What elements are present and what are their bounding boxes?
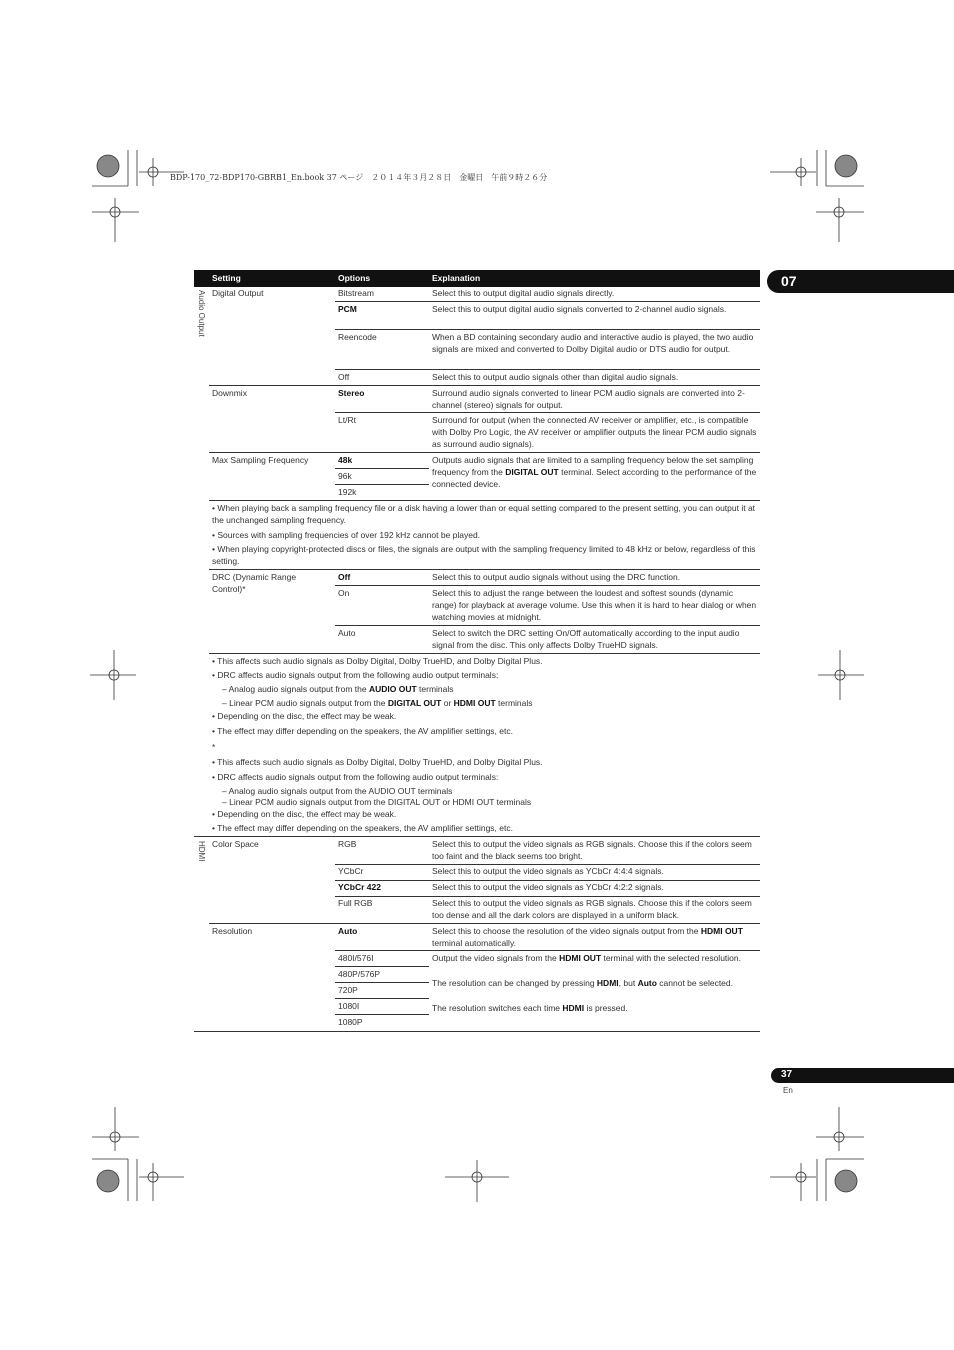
hdmi-button-term: HDMI bbox=[562, 1003, 585, 1013]
note-sampling-3: • When playing copyright-protected discs or files, the signals are output with the sampling frequency limited to 48 kHz or below, regardless of this setting. bbox=[212, 544, 756, 566]
divider bbox=[335, 301, 760, 302]
explanation-ycbcr-422: Select this to output the video signals as YCbCr 4:2:2 signals. bbox=[432, 882, 664, 892]
option-48k: 48k bbox=[338, 455, 353, 465]
text-span: or bbox=[441, 698, 454, 708]
divider bbox=[335, 468, 429, 469]
divider bbox=[209, 500, 760, 501]
note-sampling-1: • When playing back a sampling frequency file or a disk having a lower than or equal setting compared to the present setting, you can output it at the unchanged sampling frequency. bbox=[212, 503, 756, 525]
setting-max-sampling: Max Sampling Frequency bbox=[212, 455, 309, 465]
explanation-drc-off: Select this to output audio signals without using the DRC function. bbox=[432, 572, 681, 582]
digital-out-term: DIGITAL OUT bbox=[505, 467, 559, 477]
section-label-audio-output: Audio Output bbox=[197, 290, 206, 337]
hdmi-out-term: HDMI OUT bbox=[453, 698, 496, 708]
chapter-tab bbox=[767, 270, 954, 293]
note-star-5: • Depending on the disc, the effect may be weak. bbox=[212, 809, 397, 819]
registration-mark-icon bbox=[764, 1105, 874, 1205]
option-ltrt: Lt/Rt bbox=[338, 415, 356, 425]
note-drc-5: • Depending on the disc, the effect may be weak. bbox=[212, 711, 397, 721]
divider bbox=[194, 836, 760, 837]
option-bitstream: Bitstream bbox=[338, 288, 374, 298]
note-star-4: – Linear PCM audio signals output from the DIGITAL OUT or HDMI OUT terminals bbox=[222, 797, 532, 807]
hdmi-out-term: HDMI OUT bbox=[700, 926, 743, 936]
note-star-2: • DRC affects audio signals output from the following audio output terminals: bbox=[212, 772, 499, 782]
text-span: cannot be selected. bbox=[656, 978, 734, 988]
divider bbox=[335, 329, 760, 330]
divider bbox=[335, 1014, 429, 1015]
option-480p: 480P/576P bbox=[338, 969, 381, 979]
option-drc-off: Off bbox=[338, 572, 351, 582]
text-span: Outputs audio signals that are limited to a sampling frequency below the set sampling frequency from the bbox=[432, 455, 754, 477]
explanation-stereo: Surround audio signals converted to linear PCM audio signals are converted into 2-channel (stereo) signals for output. bbox=[432, 388, 745, 410]
text-span: – Linear PCM audio signals output from the bbox=[222, 698, 388, 708]
divider bbox=[335, 412, 760, 413]
divider bbox=[209, 452, 760, 453]
table-header bbox=[194, 270, 760, 287]
setting-resolution: Resolution bbox=[212, 926, 253, 936]
explanation-off: Select this to output audio signals other than digital audio signals. bbox=[432, 372, 679, 382]
header-setting: Setting bbox=[212, 273, 241, 283]
text-span: terminal. Select according to the performance of the connected device. bbox=[432, 467, 757, 489]
option-96k: 96k bbox=[338, 471, 352, 481]
note-star-6: • The effect may differ depending on the speakers, the AV amplifier settings, etc. bbox=[212, 823, 513, 833]
header-explanation: Explanation bbox=[432, 273, 481, 283]
setting-color-space: Color Space bbox=[212, 839, 259, 849]
explanation-max-sampling bbox=[432, 454, 758, 490]
note-drc-4 bbox=[222, 697, 774, 709]
chapter-number: 07 bbox=[781, 273, 797, 289]
text-span: – Analog audio signals output from the bbox=[222, 684, 369, 694]
explanation-resolution-1 bbox=[432, 952, 758, 964]
registration-mark-icon bbox=[443, 1160, 513, 1204]
explanation-bitstream: Select this to output digital audio signals directly. bbox=[432, 288, 615, 298]
explanation-resolution-3 bbox=[432, 1002, 758, 1014]
registration-mark-icon bbox=[816, 650, 866, 700]
divider bbox=[209, 385, 760, 386]
table-bottom-rule bbox=[194, 1031, 760, 1032]
option-drc-on: On bbox=[338, 588, 350, 598]
divider bbox=[335, 625, 760, 626]
explanation-reencode: When a BD containing secondary audio and interactive audio is played, the two audio signals are mixed and converted to Dolby Digital audio or DTS audio for output. bbox=[432, 332, 754, 354]
divider bbox=[209, 569, 760, 570]
divider bbox=[335, 950, 760, 951]
option-1080i: 1080I bbox=[338, 1001, 360, 1011]
explanation-drc-auto: Select to switch the DRC setting On/Off automatically according to the input audio signal from the disc. This only affects Dolby TrueHD signals. bbox=[432, 628, 740, 650]
text-span: Select this to choose the resolution of the video signals output from the bbox=[432, 926, 701, 936]
registration-mark-icon bbox=[84, 140, 194, 250]
text-span: , but bbox=[618, 978, 638, 988]
note-drc-6: • The effect may differ depending on the speakers, the AV amplifier settings, etc. bbox=[212, 726, 513, 736]
divider bbox=[209, 653, 760, 654]
text-span: terminals bbox=[416, 684, 454, 694]
text-span: Output the video signals from the bbox=[432, 953, 560, 963]
page-number: 37 bbox=[781, 1069, 793, 1080]
option-rgb: RGB bbox=[338, 839, 357, 849]
language-label: En bbox=[783, 1086, 793, 1095]
option-reencode: Reencode bbox=[338, 332, 377, 342]
audio-out-term: AUDIO OUT bbox=[368, 684, 417, 694]
divider bbox=[209, 923, 760, 924]
option-off: Off bbox=[338, 372, 350, 382]
divider bbox=[335, 369, 760, 370]
digital-out-term: DIGITAL OUT bbox=[387, 698, 442, 708]
option-480i: 480I/576I bbox=[338, 953, 374, 963]
note-star-3: – Analog audio signals output from the AUDIO OUT terminals bbox=[222, 786, 453, 796]
option-720p: 720P bbox=[338, 985, 358, 995]
option-full-rgb: Full RGB bbox=[338, 898, 373, 908]
option-1080p: 1080P bbox=[338, 1017, 363, 1027]
option-stereo: Stereo bbox=[338, 388, 365, 398]
text-span: The resolution can be changed by pressing bbox=[432, 978, 597, 988]
note-drc-3 bbox=[222, 683, 774, 695]
option-drc-auto: Auto bbox=[338, 628, 356, 638]
divider bbox=[335, 966, 429, 967]
divider bbox=[335, 998, 429, 999]
hdmi-out-term: HDMI OUT bbox=[559, 953, 602, 963]
explanation-ltrt: Surround for output (when the connected AV receiver or amplifier, etc., is compatible with Dolby Pro Logic, the AV receiver or amplifier outputs the linear PCM audio signals as surround audio signals). bbox=[432, 415, 757, 449]
text-span: terminal automatically. bbox=[432, 938, 516, 948]
text-span: terminals bbox=[495, 698, 533, 708]
hdmi-button-term: HDMI bbox=[596, 978, 619, 988]
setting-drc: DRC (Dynamic Range Control)* bbox=[212, 572, 297, 594]
option-auto: Auto bbox=[338, 926, 358, 936]
header-options: Options bbox=[338, 273, 371, 283]
page-number-tab bbox=[771, 1068, 954, 1083]
note-star-1: • This affects such audio signals as Dolby Digital, Dolby TrueHD, and Dolby Digital Plus. bbox=[212, 757, 543, 767]
explanation-drc-on: Select this to adjust the range between the loudest and softest sounds (dynamic range) for playback at average volume. Use this when it is hard to hear dialog or when watching movies at midnight. bbox=[432, 588, 757, 622]
option-pcm: PCM bbox=[338, 304, 357, 314]
registration-mark-icon bbox=[88, 650, 138, 700]
explanation-rgb: Select this to output the video signals as RGB signals. Choose this if the colors seem too faint and the black seems too bright. bbox=[432, 839, 752, 861]
setting-digital-output: Digital Output bbox=[212, 288, 264, 298]
note-sampling-2: • Sources with sampling frequencies of over 192 kHz cannot be played. bbox=[212, 530, 481, 540]
explanation-pcm: Select this to output digital audio signals converted to 2-channel audio signals. bbox=[432, 304, 727, 314]
note-drc-1: • This affects such audio signals as Dolby Digital, Dolby TrueHD, and Dolby Digital Plus. bbox=[212, 656, 543, 666]
text-span: terminal with the selected resolution. bbox=[601, 953, 741, 963]
divider bbox=[335, 585, 760, 586]
section-label-hdmi: HDMI bbox=[197, 841, 206, 862]
note-drc-2: • DRC affects audio signals output from the following audio output terminals: bbox=[212, 670, 499, 680]
registration-mark-icon bbox=[764, 140, 874, 250]
auto-term: Auto bbox=[637, 978, 657, 988]
text-span: The resolution switches each time bbox=[432, 1003, 563, 1013]
setting-downmix: Downmix bbox=[212, 388, 247, 398]
explanation-ycbcr: Select this to output the video signals as YCbCr 4:4:4 signals. bbox=[432, 866, 664, 876]
explanation-full-rgb: Select this to output the video signals as RGB signals. Choose this if the colors seem too dense and all the dark colors are displayed in a uniform black. bbox=[432, 898, 752, 920]
print-header: BDP-170_72-BDP170-GBRB1_En.book 37 ページ ２０１４年３月２８日 金曜日 午前９時２６分 bbox=[170, 173, 548, 182]
option-192k: 192k bbox=[338, 487, 357, 497]
explanation-auto bbox=[432, 925, 758, 949]
option-ycbcr: YCbCr bbox=[338, 866, 364, 876]
explanation-resolution-2 bbox=[432, 977, 758, 989]
option-ycbcr-422: YCbCr 422 bbox=[338, 882, 381, 892]
text-span: is pressed. bbox=[584, 1003, 628, 1013]
divider bbox=[335, 982, 429, 983]
divider bbox=[335, 484, 429, 485]
registration-mark-icon bbox=[84, 1105, 194, 1205]
note-star: * bbox=[212, 742, 216, 752]
